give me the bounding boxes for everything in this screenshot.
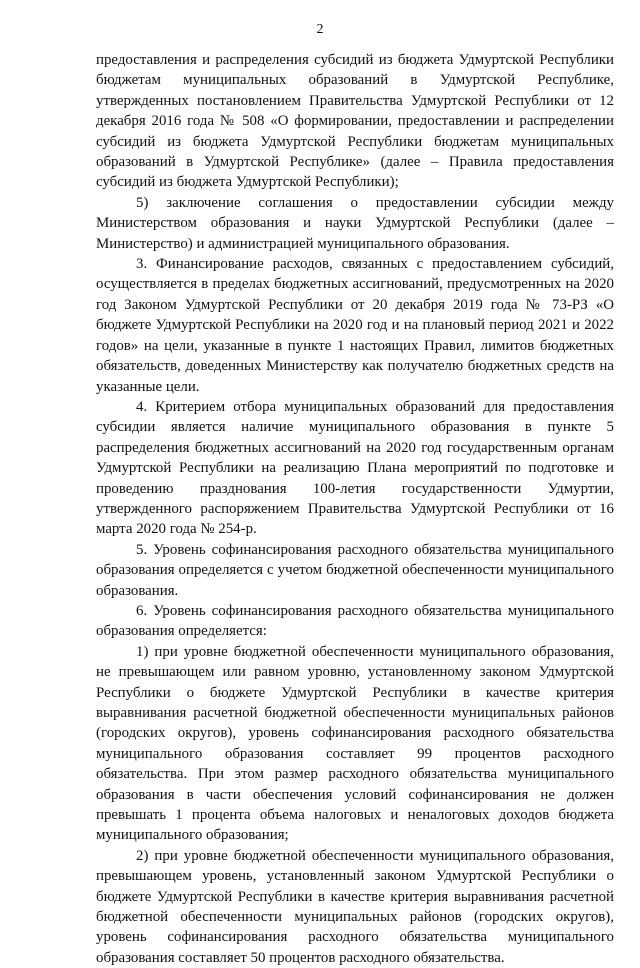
page-number: 2 bbox=[316, 22, 324, 37]
paragraph-6-item-2: 2) при уровне бюджетной обеспеченности муниципального образования, превышающем уровень, установленный законом Удмуртской Республики о бюджете Удмуртской Республики в качестве критерия выравнивания расчетной бюджетной обеспеченности муниципальных районов (городских округов), уровень софинансирования расходного обязательства муниципального образования составляет 50 процентов расходного обязательства. bbox=[96, 847, 614, 966]
paragraph-6-cofinancing-determination: 6. Уровень софинансирования расходного обязательства муниципального образования определяется: bbox=[96, 602, 614, 640]
paragraph-3-financing: 3. Финансирование расходов, связанных с предоставлением субсидий, осуществляется в пределах бюджетных ассигнований, предусмотренных на 2020 год Законом Удмуртской Республики от 20 декабря 2019 года № 73-РЗ «О бюджете Удмуртской Республики на 2020 год и на плановый период 2021 и 2022 годов» на цели, указанные в пункте 1 настоящих Правил, лимитов бюджетных обязательств, доведенных Министерству как получателю бюджетных средств на указанные цели. bbox=[96, 256, 614, 395]
paragraph-rules-continuation: предоставления и распределения субсидий из бюджета Удмуртской Республики бюджетам муниципальных образований в Удмуртской Республике, утвержденных постановлением Правительства Удмуртской Республики от 12 декабря 2016 года № 508 «О формировании, предоставлении и распределении субсидий из бюджета Удмуртской Республики бюджетам муниципальных образований в Удмуртской Республике» (далее – Правила предоставления субсидий из бюджета Удмуртской Республики); bbox=[96, 52, 614, 191]
paragraph-6-item-1: 1) при уровне бюджетной обеспеченности муниципального образования, не превышающем или равном уровню, установленному законом Удмуртской Республики о бюджете Удмуртской Республики в качестве критерия выравнивания расчетной бюджетной обеспеченности муниципальных районов (городских округов), уровень софинансирования расходного обязательства муниципального образования составляет 99 процентов расходного обязательства. При этом размер расходного обязательства муниципального образования в части обеспечения условий софинансирования не должен превышать 1 процента объема налоговых и неналоговых доходов бюджета муниципального образования; bbox=[96, 643, 614, 844]
paragraph-4-selection-criterion: 4. Критерием отбора муниципальных образований для предоставления субсидии является наличие муниципального образования в пункте 5 распределения бюджетных ассигнований на 2020 год государственным органам Удмуртской Республики на реализацию Плана мероприятий по подготовке и проведению празднования 100-летия государственности Удмуртии, утвержденного распоряжением Правительства Удмуртской Республики от 16 марта 2020 года № 254-р. bbox=[96, 398, 614, 538]
paragraph-5-cofinancing-level: 5. Уровень софинансирования расходного обязательства муниципального образования определяется с учетом бюджетной обеспеченности муниципального образования. bbox=[96, 541, 614, 599]
paragraph-item-5-agreement: 5) заключение соглашения о предоставлении субсидии между Министерством образования и науки Удмуртской Республики (далее – Министерство) и администрацией муниципального образования. bbox=[96, 194, 614, 252]
document-body bbox=[96, 50, 614, 968]
